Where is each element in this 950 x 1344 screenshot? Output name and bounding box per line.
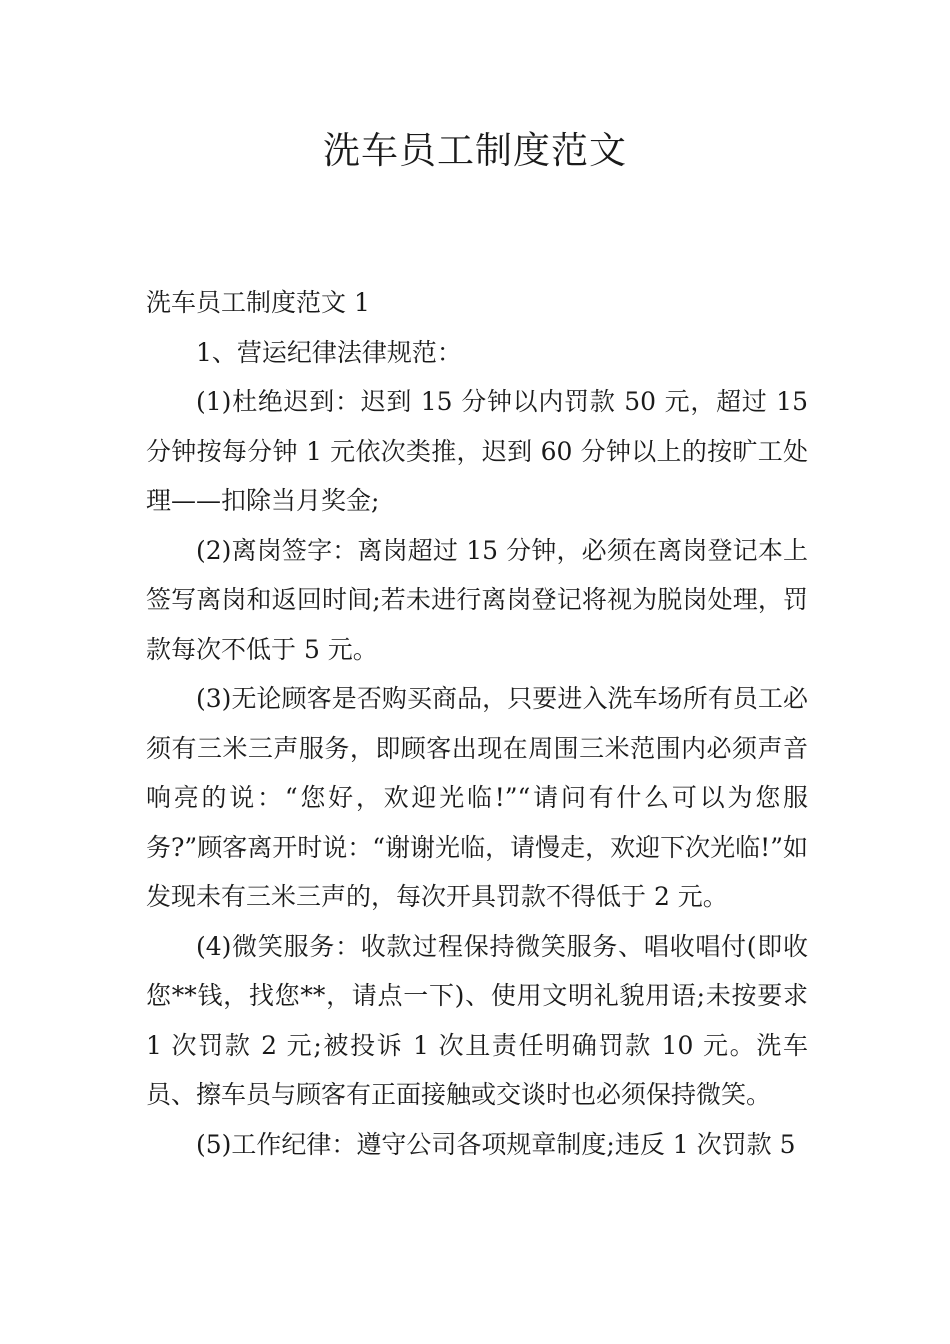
paragraph-heading-1: 1、营运纪律法律规范： [196, 337, 462, 367]
section-heading: 洗车员工制度范文 1 [146, 288, 370, 317]
paragraph-item-2: (2)离岗签字：离岗超过 15 分钟，必须在离岗登记本上签写离岗和返回时间;若未进行离岗登记将视为脱岗处理，罚款每次不低于 5 元。 [146, 535, 808, 664]
document-title: 洗车员工制度范文 [323, 129, 627, 172]
paragraph-item-5: (5)工作纪律：遵守公司各项规章制度;违反 1 次罚款 5 [196, 1129, 796, 1159]
paragraph-item-4: (4)微笑服务：收款过程保持微笑服务、唱收唱付(即收您**钱，找您**，请点一下)、使用文明礼貌用语;未按要求 1 次罚款 2 元;被投诉 1 次且责任明确罚款 10 元。洗车员、擦车员与顾客有正面接触或交谈时也必须保持微笑。 [146, 931, 808, 1109]
paragraph-item-1: (1)杜绝迟到：迟到 15 分钟以内罚款 50 元，超过 15 分钟按每分钟 1 元依次类推，迟到 60 分钟以上的按旷工处理——扣除当月奖金; [146, 387, 808, 515]
document-body [146, 278, 808, 1169]
paragraph-item-3: (3)无论顾客是否购买商品，只要进入洗车场所有员工必须有三米三声服务，即顾客出现在周围三米范围内必须声音响亮的说：“您好，欢迎光临!”“请问有什么可以为您服务?”顾客离开时说：“谢谢光临，请慢走，欢迎下次光临!”如发现未有三米三声的，每次开具罚款不得低于 2 元。 [146, 684, 808, 911]
